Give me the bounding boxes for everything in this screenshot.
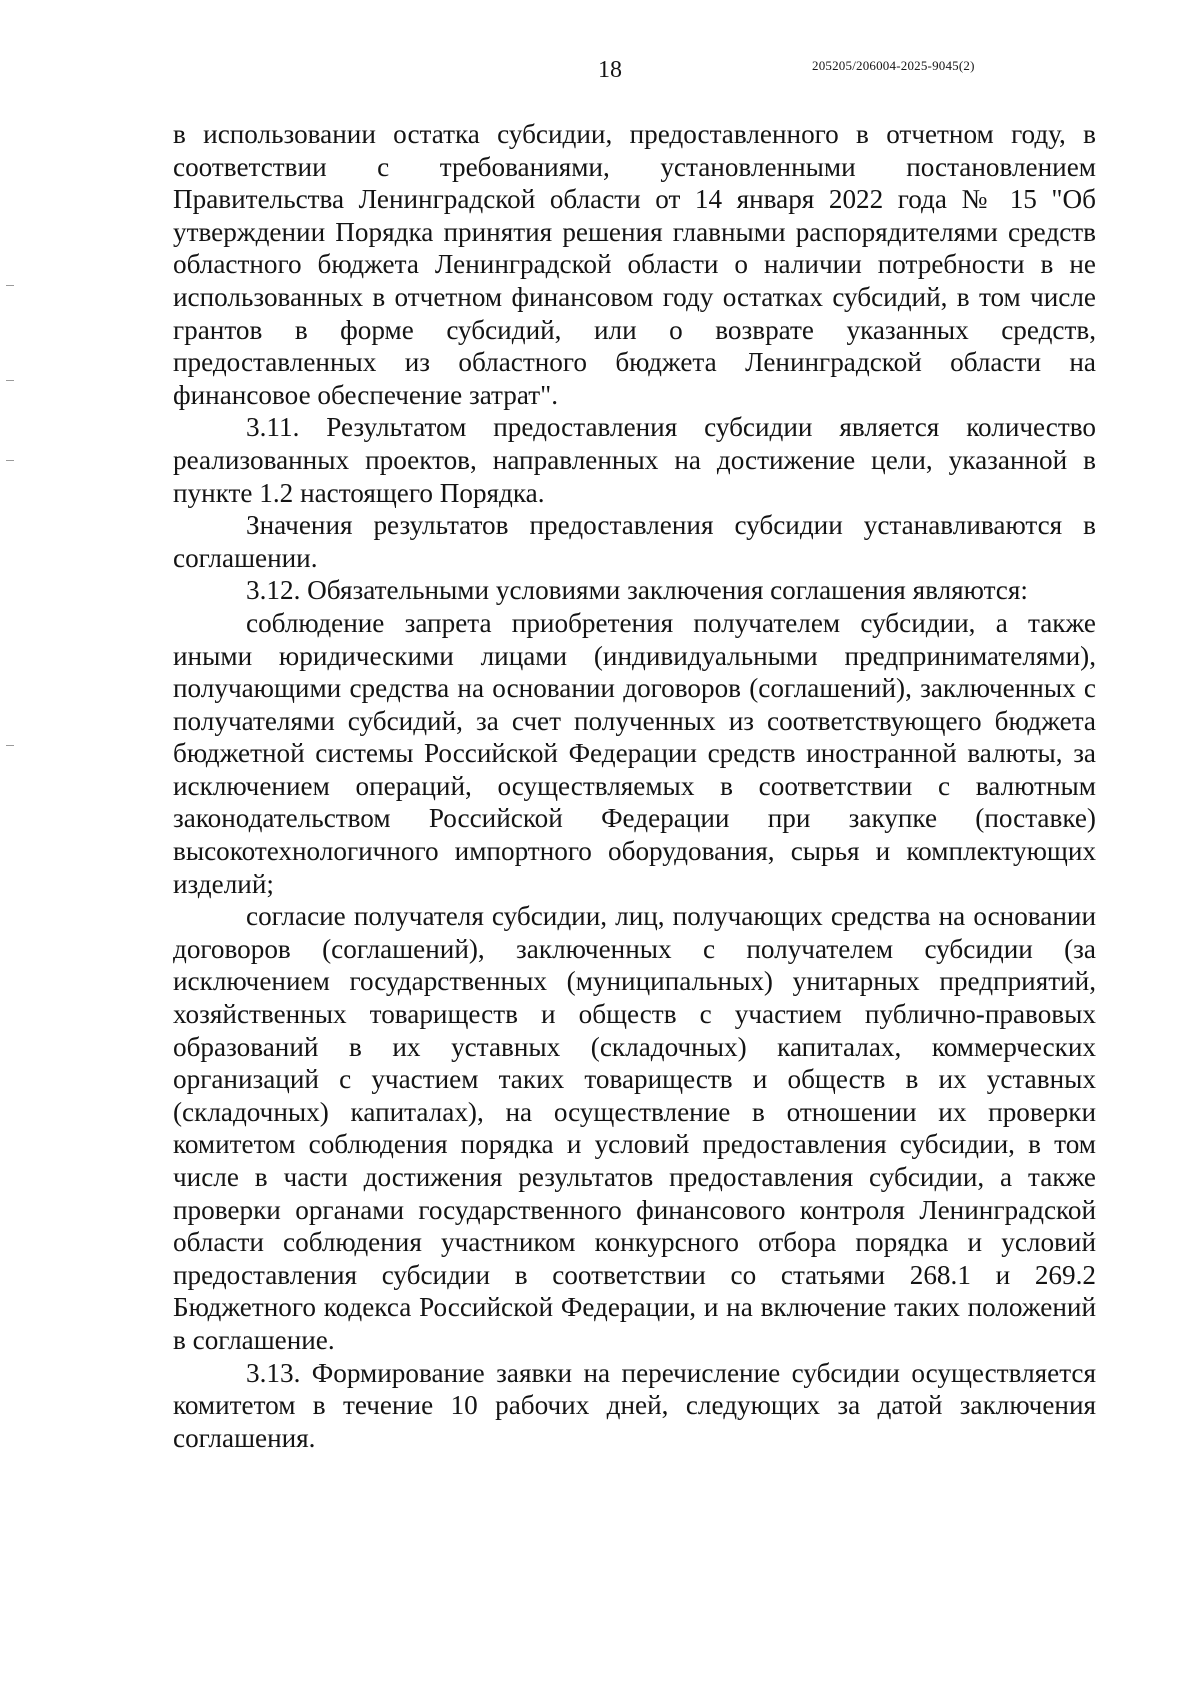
paragraph-3-13: 3.13. Формирование заявки на перечисление субсидии осуществляется комитетом в течение 10 рабочих дней, следующих за датой заключения соглашения. bbox=[173, 1357, 1096, 1453]
document-registration-code: 205205/206004-2025-9045(2) bbox=[812, 58, 975, 73]
margin-tick-mark bbox=[6, 285, 14, 286]
margin-tick-mark bbox=[6, 460, 14, 461]
document-body bbox=[173, 118, 1096, 1454]
paragraph-consent-inspection: согласие получателя субсидии, лиц, получающих средства на основании договоров (соглашений), заключенных с получателем субсидии (за исключением государственных (муниципальных) унитарных предприятий, хозяйственных товариществ и обществ с участием публично-правовых образований в их уставных (складочных) капиталах, коммерческих организаций с участием таких товариществ и обществ в их уставных (складочных) капиталах), на осуществление в отношении их проверки комитетом соблюдения порядка и условий предоставления субсидии, в том числе в части достижения результатов предоставления субсидии, а также проверки органами государственного финансового контроля Ленинградской области соблюдения участником конкурсного отбора порядка и условий предоставления субсидии в соответствии со статьями 268.1 и 269.2 Бюджетного кодекса Российской Федерации, и на включение таких положений в соглашение. bbox=[173, 901, 1096, 1355]
margin-tick-mark bbox=[6, 380, 14, 381]
paragraph-continuation: в использовании остатка субсидии, предоставленного в отчетном году, в соответствии с требованиями, установленными постановлением Правительства Ленинградской области от 14 января 2022 года № 15 "Об утверждении Порядка принятия решения главными распорядителями средств областного бюджета Ленинградской области о наличии потребности в не использованных в отчетном финансовом году остатках субсидий, в том числе грантов в форме субсидий, или о возврате указанных средств, предоставленных из областного бюджета Ленинградской области на финансовое обеспечение затрат". bbox=[173, 119, 1096, 410]
paragraph-3-11: 3.11. Результатом предоставления субсидии является количество реализованных проектов, направленных на достижение цели, указанной в пункте 1.2 настоящего Порядка. bbox=[173, 412, 1096, 508]
margin-tick-mark bbox=[6, 745, 14, 746]
paragraph-result-values: Значения результатов предоставления субсидии устанавливаются в соглашении. bbox=[173, 510, 1096, 573]
paragraph-currency-ban: соблюдение запрета приобретения получателем субсидии, а также иными юридическими лицами (индивидуальными предпринимателями), получающими средства на основании договоров (соглашений), заключенных с получателями субсидий, за счет полученных из соответствующего бюджета бюджетной системы Российской Федерации средств иностранной валюты, за исключением операций, осуществляемых в соответствии с валютным законодательством Российской Федерации при закупке (поставке) высокотехнологичного импортного оборудования, сырья и комплектующих изделий; bbox=[173, 607, 1096, 899]
paragraph-3-12: 3.12. Обязательными условиями заключения соглашения являются: bbox=[246, 575, 1028, 606]
page-number: 18 bbox=[598, 57, 622, 83]
